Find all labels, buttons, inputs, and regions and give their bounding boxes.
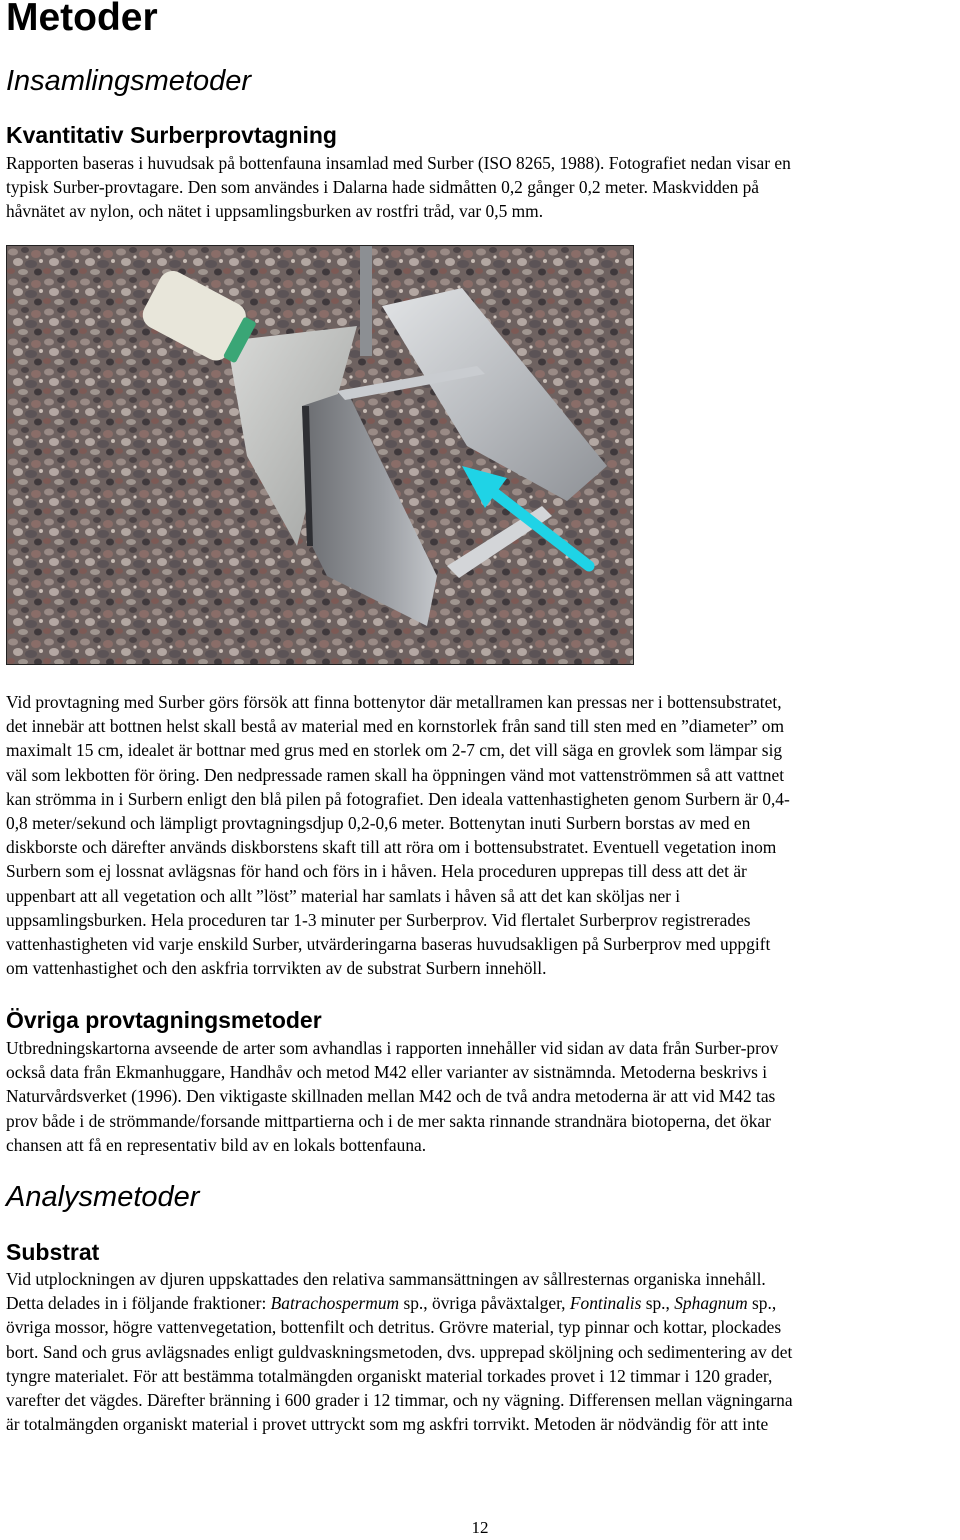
- text-line: varefter det vägdes. Därefter bränning i 600 grader i 12 timmar, och ny vägning. Differensen mellan vägningarna: [6, 1390, 793, 1411]
- text-line: Naturvårdsverket (1996). Den viktigaste skillnaden mellan M42 och de två andra metoderna är att vid M42 tas: [6, 1086, 776, 1107]
- species-name: Batrachospermum: [270, 1293, 400, 1314]
- text-line: bort. Sand och grus avlägsnades enligt guldvaskningsmetoden, dvs. upprepad sköljning och sedimentering av det: [6, 1341, 793, 1362]
- text-line: Rapporten baseras i huvudsak på bottenfauna insamlad med Surber (ISO 8265, 1988). Fotografiet nedan visar en: [6, 153, 791, 173]
- text-line: typisk Surber-provtagare. Den som användes i Dalarna hade sidmåtten 0,2 gånger 0,2 meter. Maskvidden på: [6, 177, 760, 198]
- text-line-fractions: [6, 1291, 956, 1315]
- subheading-kvantitativ-surberprovtagning: Kvantitativ Surberprovtagning: [6, 122, 337, 148]
- page-title: Metoder: [6, 0, 158, 39]
- species-name: Sphagnum: [674, 1293, 748, 1314]
- text-line: vattenhastigheten vid varje enskild Surber, utvärderingarna baseras huvudsakligen på Surberprov med uppgift: [6, 934, 771, 955]
- subheading-substrat: Substrat: [6, 1239, 100, 1265]
- text-line: väl som lekbotten för öring. Den nedpressade ramen skall ha öppningen vänd mot vattenströmmen så att vattnet: [6, 764, 785, 785]
- text-line: 0,8 meter/sekund och lämpligt provtagningsdjup 0,2-0,6 meter. Bottenytan inuti Surbern borstas av med en: [6, 813, 751, 834]
- species-name: Fontinalis: [569, 1293, 642, 1314]
- text-line: är totalmängden organiskt material i provet uttryckt som mg askfri torrvikt. Metoden är nödvändig för att inte: [6, 1414, 769, 1435]
- text-line: maximalt 15 cm, idealet är bottnar med grus med en storlek om 2-7 cm, det vill säga en grovlek som lämpar sig: [6, 740, 783, 761]
- text-line: om vattenhastighet och den askfria torrvikten av de substrat Surbern innehöll.: [6, 958, 547, 979]
- text-line: prov både i de strömmande/forsande mittpartierna och i de mer sakta rinnande strandnära biotoperna, det ökar: [6, 1110, 771, 1131]
- section-heading-analysmetoder: Analysmetoder: [6, 1181, 200, 1213]
- text-line: det innebär att bottnen helst skall bestå av material med en kornstorlek från sand till sten med en ”diameter” om: [6, 716, 784, 737]
- surber-sampler-photo: [6, 245, 634, 665]
- text-line: uppsamlingsburken. Hela proceduren tar 1-3 minuter per Surberprov. Vid flertalet Surberprov registrerades: [6, 909, 751, 930]
- text-line: Utbredningskartorna avseende de arter som avhandlas i rapporten innehåller vid sidan av data från Surber-prov: [6, 1038, 779, 1058]
- substrat-paragraph: [6, 1267, 956, 1436]
- text-line: chansen att få en representativ bild av en lokals bottenfauna.: [6, 1134, 427, 1155]
- subheading-ovriga-provtagningsmetoder: Övriga provtagningsmetoder: [6, 1007, 322, 1033]
- text-line: uppenbart att all vegetation och allt ”löst” material har samlats i håven så att det kan sköljas ner i: [6, 885, 681, 906]
- section-heading-insamlingsmetoder: Insamlingsmetoder: [6, 65, 251, 97]
- text-segment: sp.,: [747, 1293, 777, 1314]
- text-line: håvnätet av nylon, och nätet i uppsamlingsburken av rostfri tråd, var 0,5 mm.: [6, 201, 544, 222]
- surber-method-paragraph: [6, 690, 956, 980]
- text-segment: sp., övriga påväxtalger,: [399, 1293, 570, 1314]
- page-number: 12: [471, 1518, 489, 1537]
- text-segment: sp.,: [641, 1293, 675, 1314]
- text-line: också data från Ekmanhuggare, Handhåv och metod M42 eller varianter av sistnämnda. Metoderna beskrivs i: [6, 1062, 768, 1083]
- text-line: Vid utplockningen av djuren uppskattades den relativa sammansättningen av sållresternas organiska innehåll.: [6, 1269, 766, 1289]
- text-segment: Detta delades in i följande fraktioner:: [6, 1293, 271, 1314]
- text-line: tyngre materialet. För att bestämma totalmängden organiskt material torkades provet i 12 timmar i 120 grader,: [6, 1365, 773, 1386]
- text-line: övriga mossor, högre vattenvegetation, bottenfilt och detritus. Grövre material, typ pinnar och kottar, plockades: [6, 1317, 782, 1338]
- text-line: Vid provtagning med Surber görs försök att finna bottenytor där metallramen kan pressas ner i bottensubstratet,: [6, 692, 782, 712]
- text-line: diskborste och därefter används diskborstens skaft till att röra om i bottensubstratet. Eventuell vegetation inom: [6, 837, 777, 858]
- text-line: kan strömma in i Surbern enligt den blå pilen på fotografiet. Den ideala vattenhastigheten genom Surbern är 0,4-: [6, 788, 790, 809]
- ovriga-paragraph: [6, 1036, 956, 1157]
- text-line: Surbern som ej lossnat avlägsnas för hand och förs in i håven. Hela proceduren upprepas till dess att det är: [6, 861, 747, 882]
- intro-paragraph: [6, 151, 956, 224]
